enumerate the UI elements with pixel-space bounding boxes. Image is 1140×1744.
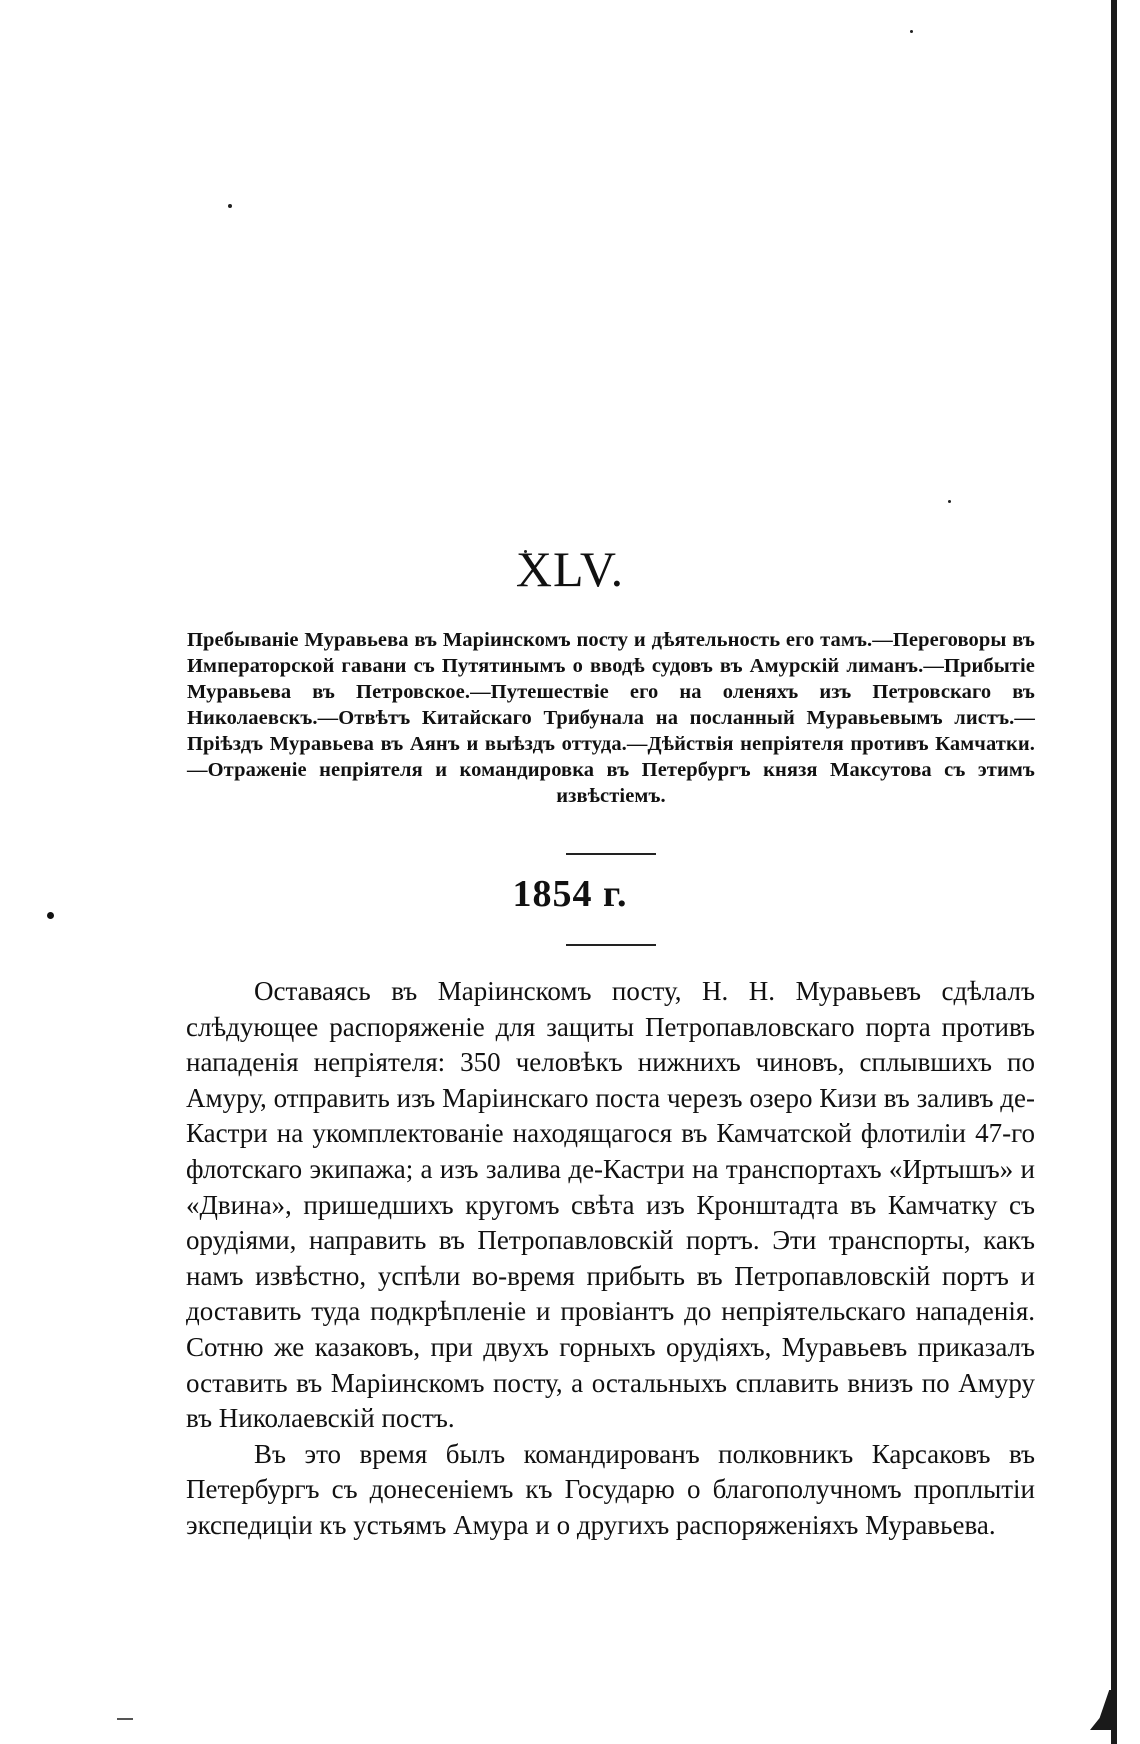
scan-speck [948, 500, 951, 503]
scan-speck [228, 204, 232, 208]
chapter-number: XLV. [515, 541, 625, 597]
body-text [186, 974, 1035, 1544]
scan-speck [910, 30, 913, 33]
paragraph: Оставаясь въ Маріинскомъ посту, Н. Н. Муравьевъ сдѣлалъ слѣдующее распоряженіе для защиты Петропавловскаго порта противъ нападенія непріятеля: 350 человѣкъ нижнихъ чиновъ, сплывшихъ по Амуру, отправить изъ Маріинскаго поста черезъ озеро Кизи въ заливъ де-Кастри на укомплектованіе находящагося въ Камчатской флотиліи 47-го флотскаго экипажа; а изъ залива де-Кастри на транспортахъ «Иртышъ» и «Двина», пришедшихъ кругомъ свѣта изъ Кронштадта въ Камчатку съ орудіями, направить въ Петропавловскій портъ. Эти транспорты, какъ намъ извѣстно, успѣли во-время прибыть въ Петропавловскій портъ и доставить туда подкрѣпленіе и провіантъ до непріятельскаго нападенія. Сотню же казаковъ, при двухъ горныхъ орудіяхъ, Муравьевъ приказалъ оставить въ Маріинскомъ посту, а остальныхъ сплавить внизъ по Амуру въ Николаевскій постъ. [186, 976, 1035, 1434]
page-corner-shadow [1090, 1690, 1114, 1730]
year-heading: 1854 г. [512, 873, 628, 915]
scan-mark [117, 1718, 133, 1720]
divider-rule [566, 853, 656, 855]
divider-rule [566, 944, 656, 946]
chapter-summary: Пребываніе Муравьева въ Маріинскомъ посту и дѣятельность его тамъ.—Переговоры въ Императорской гавани съ Путятинымъ о вводѣ судовъ въ Амурскій лиманъ.—Прибытіе Муравьева въ Петровское.—Путешествіе его на оленяхъ изъ Петровскаго въ Николаевскъ.—Отвѣтъ Китайскаго Трибунала на посланный Муравьевымъ листъ.—Пріѣздъ Муравьева въ Аянъ и выѣздъ оттуда.—Дѣйствія непріятеля противъ Камчатки.—Отраженіе непріятеля и командировка въ Петербургъ князя Максутова съ этимъ извѣстіемъ. [187, 629, 1035, 807]
paragraph: Въ это время былъ командированъ полковникъ Карсаковъ въ Петербургъ съ донесеніемъ къ Государю о благополучномъ проплытіи экспедиціи къ устьямъ Амура и о другихъ распоряженіяхъ Муравьева. [186, 1438, 1035, 1540]
